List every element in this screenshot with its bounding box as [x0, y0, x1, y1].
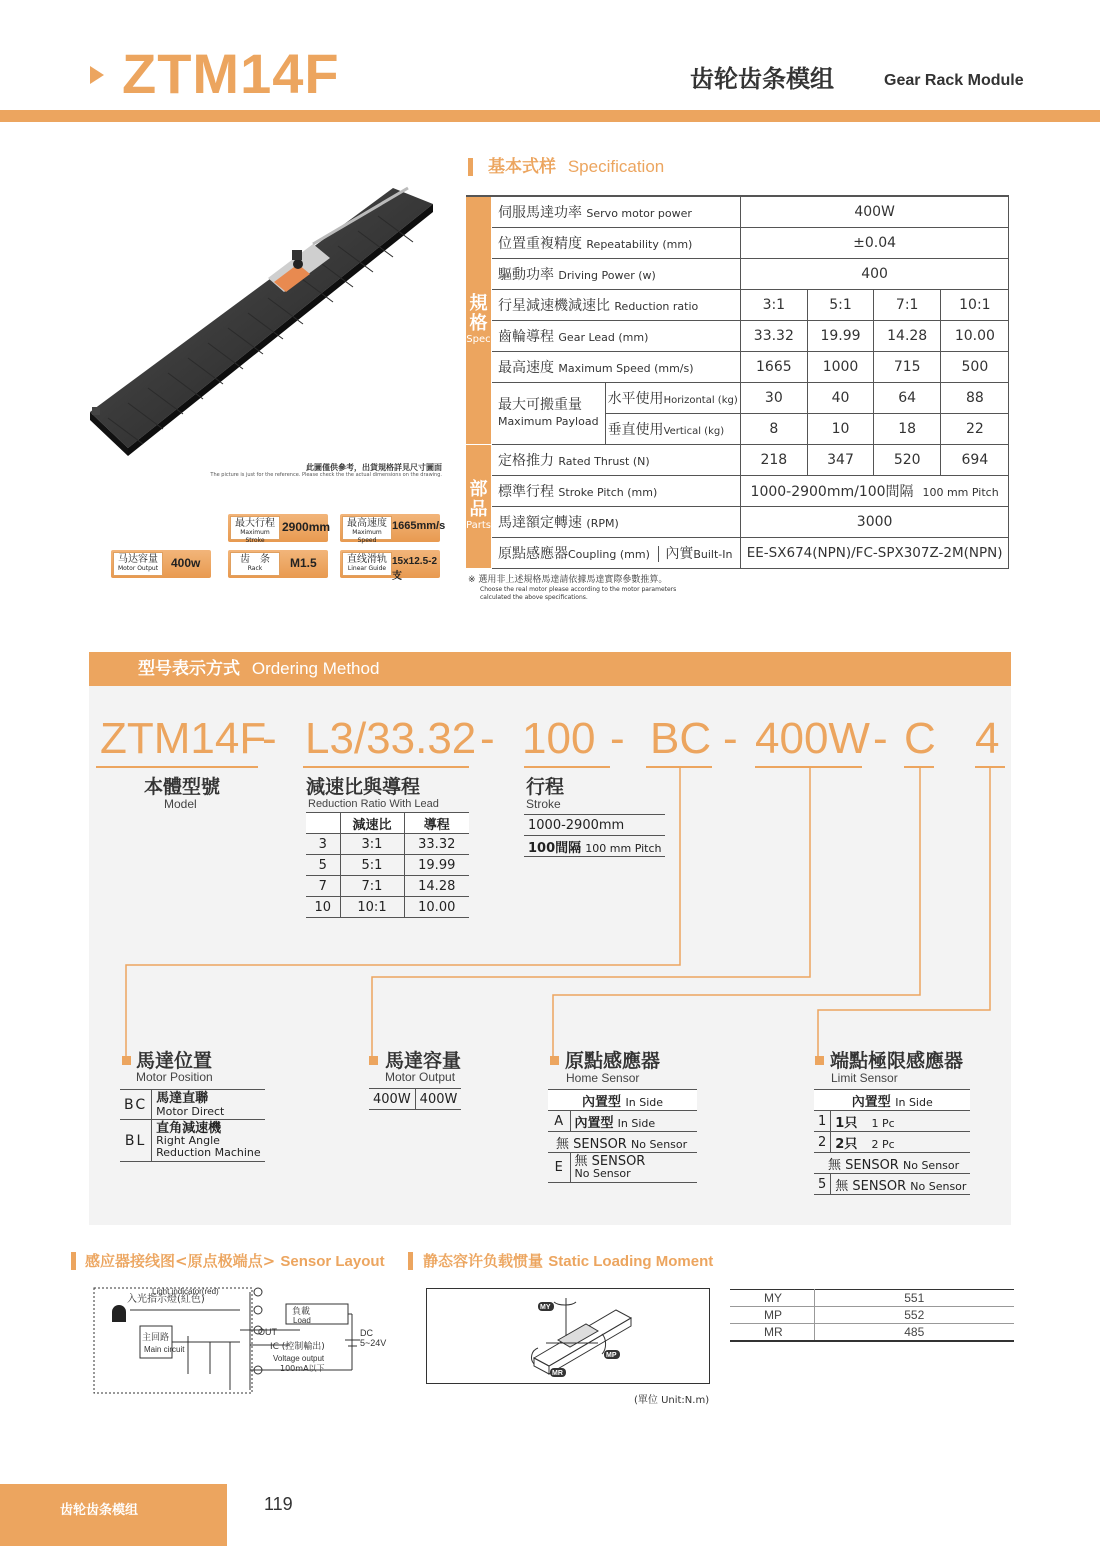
badge-sub: Rack: [247, 565, 263, 572]
stroke-label-en: Stroke: [526, 797, 561, 811]
bullet-square: [369, 1056, 378, 1065]
bullet-square: [550, 1056, 559, 1065]
load-en: Load: [293, 1316, 311, 1325]
thrust-cell: 347: [807, 444, 873, 475]
moment-diagram: [426, 1288, 710, 1384]
vertical-cell: 22: [941, 413, 1009, 444]
horizontal-cell: 64: [874, 382, 941, 413]
badge-label: 齿 条: [240, 554, 270, 565]
lead-cell: 33.32: [740, 320, 807, 351]
section-marker: [71, 1252, 76, 1270]
current-label: 100mA以下: [280, 1364, 325, 1373]
motor-position-cn: 馬達位置: [136, 1050, 213, 1072]
rpm-value: 3000: [740, 506, 1009, 537]
code-dash: -: [610, 714, 625, 763]
lead-cell: 10.00: [941, 320, 1009, 351]
badge-value: 400w: [171, 556, 201, 570]
ratio-label-cn: 減速比與導程: [306, 776, 421, 798]
voltage-output-label: Voltage output: [273, 1354, 325, 1363]
badge-label: 直线滑轨: [347, 554, 387, 565]
section-marker: [408, 1252, 413, 1270]
limit-sensor-en: Limit Sensor: [831, 1071, 898, 1085]
side-spec: 規 格 Spec: [466, 196, 491, 444]
bullet-square: [815, 1056, 824, 1065]
page-title-en: Gear Rack Module: [884, 72, 1024, 89]
footer-text: 齿轮齿条模组: [60, 1503, 139, 1518]
ratio-cell: 5:1: [807, 289, 873, 320]
sensor-wiring-diagram: [90, 1280, 400, 1398]
dc-voltage-label: 5~24V: [360, 1338, 387, 1348]
vertical-cell: 10: [807, 413, 873, 444]
bullet-square: [122, 1056, 131, 1065]
ratio-table: 減速比 導程 3 3:1 33.32 5 5:1 19.99 7 7:1 14.28 10 10:1 10.00: [306, 812, 469, 918]
side-parts: 部 品 Parts: [466, 444, 491, 568]
row-label-speed: 最高速度 Maximum Speed (mm/s): [491, 351, 740, 382]
row-label-driving: 驅動功率 Driving Power (w): [491, 258, 740, 289]
code-home-sensor: C: [904, 714, 936, 763]
row-label-lead: 齒輪導程 Gear Lead (mm): [491, 320, 740, 351]
ordering-title: 型号表示方式 Ordering Method: [138, 659, 380, 679]
code-dash: -: [262, 714, 277, 763]
row-label-thrust: 定格推力 Rated Thrust (N): [491, 444, 740, 475]
row-label-stroke: 標準行程 Stroke Pitch (mm): [491, 475, 740, 506]
motor-position-en: Motor Position: [136, 1070, 213, 1084]
row-label-horizontal: 水平使用Horizontal (kg): [605, 382, 740, 413]
dc-label: DC: [360, 1328, 373, 1338]
speed-cell: 715: [874, 351, 941, 382]
moment-tag-mp: MP: [606, 1352, 617, 1359]
spec-note: ※ 選用非上述規格馬達請依據馬達實際參數推算。 Choose the real motor please according to the motor parameters calculated the above specifications.: [468, 575, 677, 601]
home-sensor-cn: 原點感應器: [565, 1050, 661, 1072]
stroke-value: 1000-2900mm/100間隔 100 mm Pitch: [740, 475, 1009, 506]
moment-value: 485: [814, 1324, 1014, 1341]
badge-sub: Linear Guide: [347, 565, 387, 572]
sensor-layout-title: 感应器接线图<原点极端点> Sensor Layout: [85, 1252, 385, 1270]
moment-label: MY: [730, 1290, 814, 1307]
home-sensor-en: Home Sensor: [566, 1071, 640, 1085]
speed-cell: 1665: [740, 351, 807, 382]
badge-sub: Motor Output: [117, 565, 159, 572]
speed-cell: 500: [941, 351, 1009, 382]
row-label-vertical: 垂直使用Vertical (kg): [605, 413, 740, 444]
out-label: OUT: [258, 1327, 277, 1337]
badge-label: 马达容量: [118, 554, 158, 565]
model-title: ZTM14F: [122, 42, 340, 105]
model-label-cn: 本體型號: [144, 776, 221, 798]
row-label-ratio: 行星減速機減速比 Reduction ratio: [491, 289, 740, 320]
vertical-cell: 8: [740, 413, 807, 444]
code-dash: -: [480, 714, 495, 763]
row-label-servo: 伺服馬達功率 Servo motor power: [491, 196, 740, 227]
horizontal-cell: 30: [740, 382, 807, 413]
badge-label: 最大行程: [235, 518, 275, 529]
load-cn: 負載: [292, 1307, 311, 1317]
badge-sub: Maximum Speed: [352, 529, 382, 544]
light-indicator-cn: 入光指示燈(紅色): [127, 1294, 205, 1305]
moment-value: 552: [814, 1307, 1014, 1324]
row-label-home: 原點感應器Coupling (mm) 內實Built-In: [491, 537, 740, 568]
motor-output-cn: 馬達容量: [385, 1050, 462, 1072]
ratio-label-en: Reduction Ratio With Lead: [308, 798, 439, 810]
row-label-payload: 最大可搬重量 Maximum Payload: [491, 382, 605, 444]
repeat-value: ±0.04: [740, 227, 1009, 258]
code-dash: -: [723, 714, 738, 763]
spec-title-cn: 基本式样: [488, 157, 556, 177]
home-value: EE-SX674(NPN)/FC-SPX307Z-2M(NPN): [740, 537, 1009, 568]
motor-position-table: BC 馬達直聯 Motor Direct BL 直角減速機 Right Angle Reduction Machine: [120, 1089, 265, 1162]
code-ratio: L3/33.32: [305, 714, 477, 763]
badge-sub: Maximum Stroke: [240, 529, 270, 544]
moment-label: MP: [730, 1307, 814, 1324]
badge-value: 15x12.5-2支: [392, 556, 438, 582]
moment-table: [730, 1289, 1014, 1342]
image-note-cn: 此圖僅供參考，出貨規格詳見尺寸圖面: [306, 463, 442, 472]
horizontal-cell: 40: [807, 382, 873, 413]
moment-tag-mr: MR: [552, 1370, 563, 1377]
spec-title-en: Specification: [567, 157, 665, 176]
code-stroke: 100: [522, 714, 596, 763]
thrust-cell: 694: [941, 444, 1009, 475]
lead-cell: 14.28: [874, 320, 941, 351]
home-sensor-table: 內置型 In Side A 內置型 In Side 無 SENSOR No Sensor E 無 SENSOR No Sensor: [548, 1089, 697, 1183]
light-indicator-en: Light indicator(red): [152, 1287, 219, 1296]
moment-label: MR: [730, 1324, 814, 1341]
limit-sensor-cn: 端點極限感應器: [830, 1050, 964, 1072]
ratio-cell: 3:1: [740, 289, 807, 320]
code-motor-output: 400W: [755, 714, 870, 763]
row-label-repeat: 位置重複精度 Repeatability (mm): [491, 227, 740, 258]
main-circuit-en: Main circuit: [144, 1345, 185, 1354]
image-note-en: The picture is just for the reference. Please check the the actual dimensions on the drawing.: [210, 472, 442, 478]
moment-tag-my: MY: [540, 1304, 551, 1311]
thrust-cell: 218: [740, 444, 807, 475]
badge-label: 最高速度: [347, 518, 387, 529]
model-label-en: Model: [164, 797, 197, 811]
lead-cell: 19.99: [807, 320, 873, 351]
stroke-table: 1000-2900mm 100間隔 100 mm Pitch: [524, 814, 665, 857]
badge-value: 1665mm/s: [392, 520, 446, 532]
motor-output-table: 400W 400W: [369, 1088, 461, 1110]
moment-unit: (單位 Unit:N.m): [634, 1395, 710, 1406]
limit-sensor-table: 內置型 In Side 1 1只 1 Pc 2 2只 2 Pc 無 SENSOR No Sensor 5 無 SENSOR No Sensor: [814, 1089, 970, 1195]
row-label-rpm: 馬達額定轉速 (RPM): [491, 506, 740, 537]
code-model: ZTM14F: [100, 714, 267, 763]
code-limit-sensor: 4: [975, 714, 1000, 763]
thrust-cell: 520: [874, 444, 941, 475]
stroke-label-cn: 行程: [526, 776, 565, 798]
ratio-cell: 10:1: [941, 289, 1009, 320]
motor-output-en: Motor Output: [385, 1070, 456, 1084]
driving-value: 400: [740, 258, 1009, 289]
code-dash: -: [873, 714, 888, 763]
ratio-cell: 7:1: [874, 289, 941, 320]
horizontal-cell: 88: [941, 382, 1009, 413]
servo-value: 400W: [740, 196, 1009, 227]
page-number: 119: [264, 1494, 293, 1514]
code-motor-position: BC: [650, 714, 712, 763]
main-circuit-cn: 主回路: [142, 1333, 170, 1343]
page-title-cn: 齿轮齿条模组: [690, 65, 834, 93]
badge-value: 2900mm: [282, 520, 331, 534]
moment-value: 551: [814, 1290, 1014, 1307]
badge-value: M1.5: [290, 556, 317, 570]
vertical-cell: 18: [874, 413, 941, 444]
static-moment-title: 静态容许负载惯量 Static Loading Moment: [423, 1252, 714, 1270]
speed-cell: 1000: [807, 351, 873, 382]
ic-label: IC (控制輸出): [270, 1342, 325, 1352]
